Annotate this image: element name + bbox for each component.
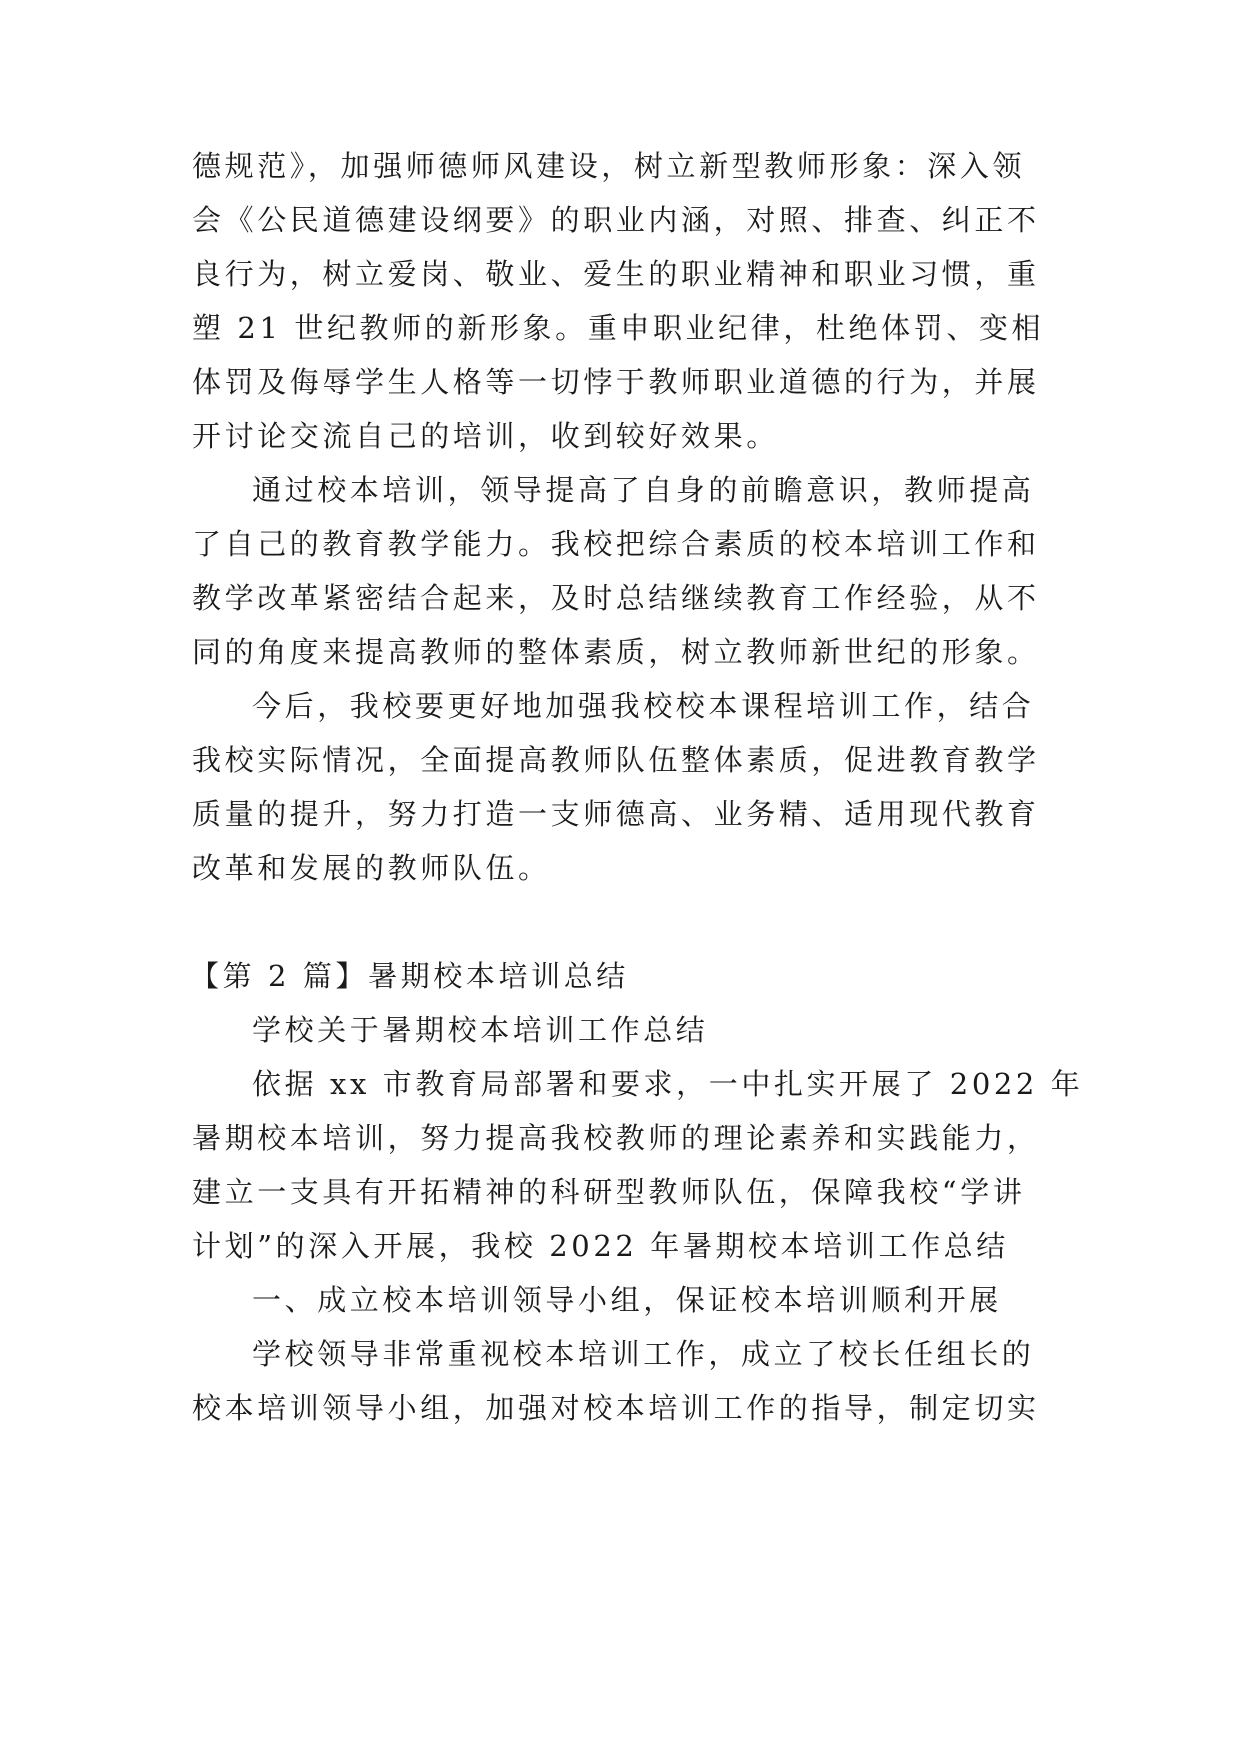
body-text-line: 教学改革紧密结合起来，及时总结继续教育工作经验，从不 — [192, 581, 1040, 615]
point-heading: 一、成立校本培训领导小组，保证校本培训顺利开展 — [252, 1283, 1002, 1317]
body-text-line: 体罚及侮辱学生人格等一切悖于教师职业道德的行为，并展 — [192, 365, 1040, 399]
body-text-line: 质量的提升，努力打造一支师德高、业务精、适用现代教育 — [192, 797, 1040, 831]
body-text-line: 校本培训领导小组，加强对校本培训工作的指导，制定切实 — [192, 1391, 1040, 1425]
body-text-line: 了自己的教育教学能力。我校把综合素质的校本培训工作和 — [192, 527, 1040, 561]
body-text-line: 今后，我校要更好地加强我校校本课程培训工作，结合 — [252, 689, 1035, 723]
body-text-line: 依据 xx 市教育局部署和要求，一中扎实开展了 2022 年 — [252, 1067, 1084, 1101]
section-subtitle: 学校关于暑期校本培训工作总结 — [252, 1013, 709, 1047]
body-text-line: 通过校本培训，领导提高了自身的前瞻意识，教师提高 — [252, 473, 1035, 507]
body-text-line: 学校领导非常重视校本培训工作，成立了校长任组长的 — [252, 1337, 1035, 1371]
body-text-line: 改革和发展的教师队伍。 — [192, 851, 551, 885]
body-text-line: 良行为，树立爱岗、敬业、爱生的职业精神和职业习惯，重 — [192, 257, 1040, 291]
body-text-line: 建立一支具有开拓精神的科研型教师队伍，保障我校“学讲 — [192, 1175, 1026, 1209]
body-text-line: 塑 21 世纪教师的新形象。重申职业纪律，杜绝体罚、变相 — [192, 311, 1045, 345]
body-text-line: 暑期校本培训，努力提高我校教师的理论素养和实践能力， — [192, 1121, 1040, 1155]
body-text-line: 会《公民道德建设纲要》的职业内涵，对照、排查、纠正不 — [192, 203, 1040, 237]
body-text-line: 我校实际情况，全面提高教师队伍整体素质，促进教育教学 — [192, 743, 1040, 777]
body-text-line: 开讨论交流自己的培训，收到较好效果。 — [192, 419, 779, 453]
body-text-line: 计划”的深入开展，我校 2022 年暑期校本培训工作总结 — [192, 1229, 1009, 1263]
body-text-line: 同的角度来提高教师的整体素质，树立教师新世纪的形象。 — [192, 635, 1040, 669]
section-heading: 【第 2 篇】暑期校本培训总结 — [190, 959, 629, 993]
body-text-line: 德规范》，加强师德师风建设，树立新型教师形象：深入领 — [192, 149, 1026, 183]
